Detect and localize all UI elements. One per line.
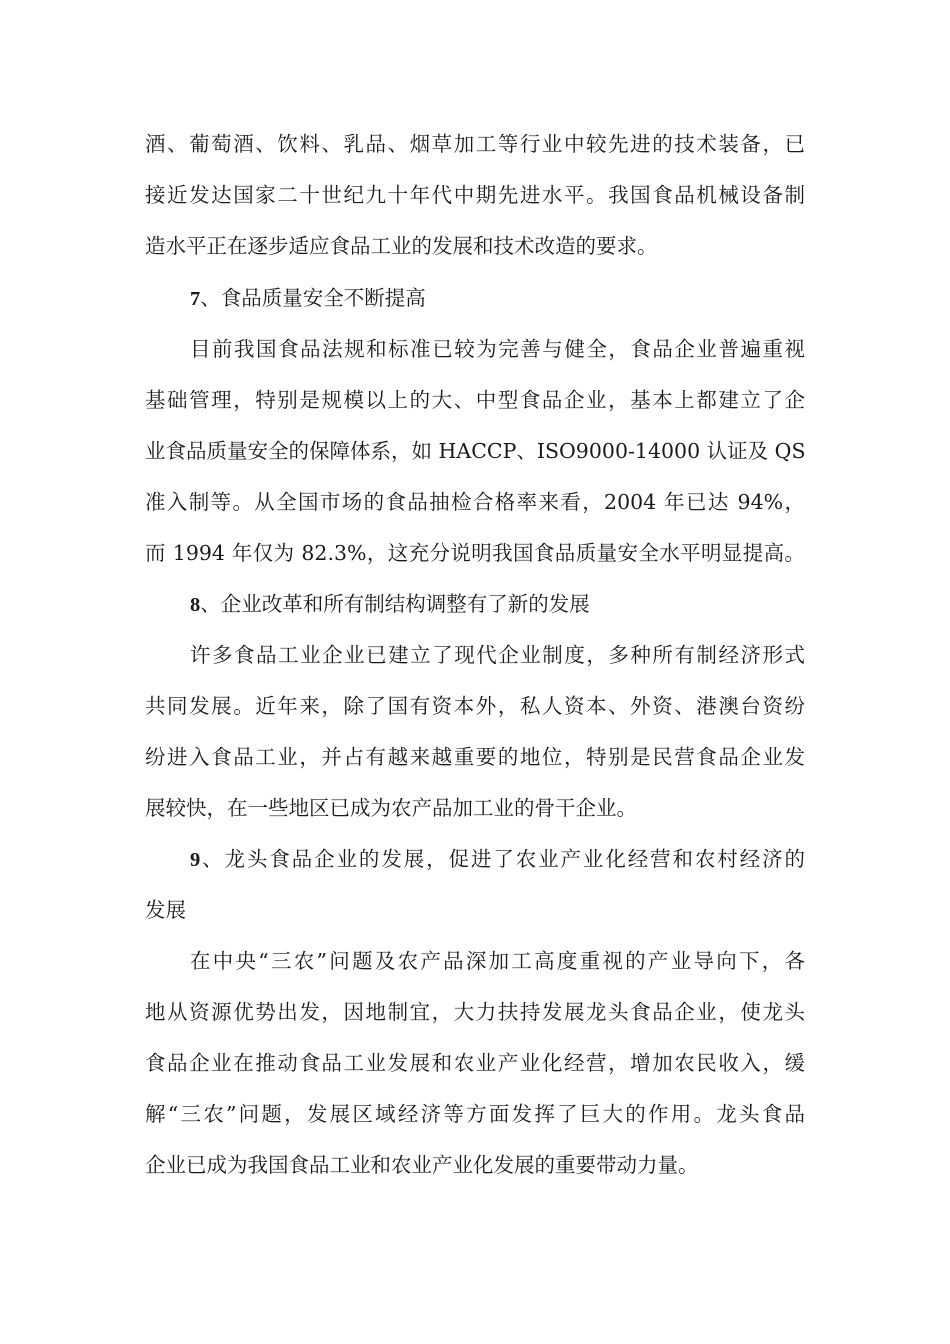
paragraph-line: 许多食品工业企业已建立了现代企业制度，多种所有制经济形式: [190, 643, 805, 667]
paragraph-line: 在中央“三农”问题及农产品深加工高度重视的产业导向下，各: [190, 949, 805, 973]
section-heading-9: [190, 839, 805, 879]
paragraph-line: 展较快，在一些地区已成为农产品加工业的骨干企业。: [145, 796, 637, 820]
paragraph-line: 解“三农”问题，发展区域经济等方面发挥了巨大的作用。龙头食品: [145, 1102, 805, 1126]
paragraph-line: 基础管理，特别是规模以上的大、中型食品企业，基本上都建立了企: [145, 388, 805, 412]
paragraph-line: 业食品质量安全的保障体系，如 HACCP、ISO9000-14000 认证及 QS: [145, 439, 806, 463]
section-heading-7: [190, 278, 805, 318]
section-title: 、食品质量安全不断提高: [200, 286, 426, 310]
paragraph-line: 地从资源优势出发，因地制宜，大力扶持发展龙头食品企业，使龙头: [145, 1000, 805, 1024]
paragraph-line: 纷进入食品工业，并占有越来越重要的地位，特别是民营食品企业发: [145, 745, 805, 769]
paragraph-line: 食品企业在推动食品工业发展和农业产业化经营，增加农民收入，缓: [145, 1051, 805, 1075]
paragraph-line: 而 1994 年仅为 82.3%，这充分说明我国食品质量安全水平明显提高。: [145, 541, 805, 565]
paragraph-line: 酒、葡萄酒、饮料、乳品、烟草加工等行业中较先进的技术装备，已: [145, 132, 805, 156]
section-title: 、企业改革和所有制结构调整有了新的发展: [200, 592, 590, 616]
section-heading-9-cont: 发展: [145, 898, 186, 922]
section-number: 9: [190, 849, 201, 871]
paragraph-line: 接近发达国家二十世纪九十年代中期先进水平。我国食品机械设备制: [145, 183, 805, 207]
paragraph-line: 企业已成为我国食品工业和农业产业化发展的重要带动力量。: [145, 1153, 699, 1177]
paragraph-line: 共同发展。近年来，除了国有资本外，私人资本、外资、港澳台资纷: [145, 694, 805, 718]
paragraph-line: 准入制等。从全国市场的食品抽检合格率来看，2004 年已达 94%，: [145, 490, 805, 514]
paragraph-line: 造水平正在逐步适应食品工业的发展和技术改造的要求。: [145, 234, 658, 258]
section-heading-8: [190, 584, 805, 624]
section-title: 、龙头食品企业的发展，促进了农业产业化经营和农村经济的: [200, 847, 805, 871]
section-number: 8: [190, 594, 201, 616]
section-number: 7: [190, 288, 201, 310]
paragraph-line: 目前我国食品法规和标准已较为完善与健全，食品企业普遍重视: [190, 337, 805, 361]
